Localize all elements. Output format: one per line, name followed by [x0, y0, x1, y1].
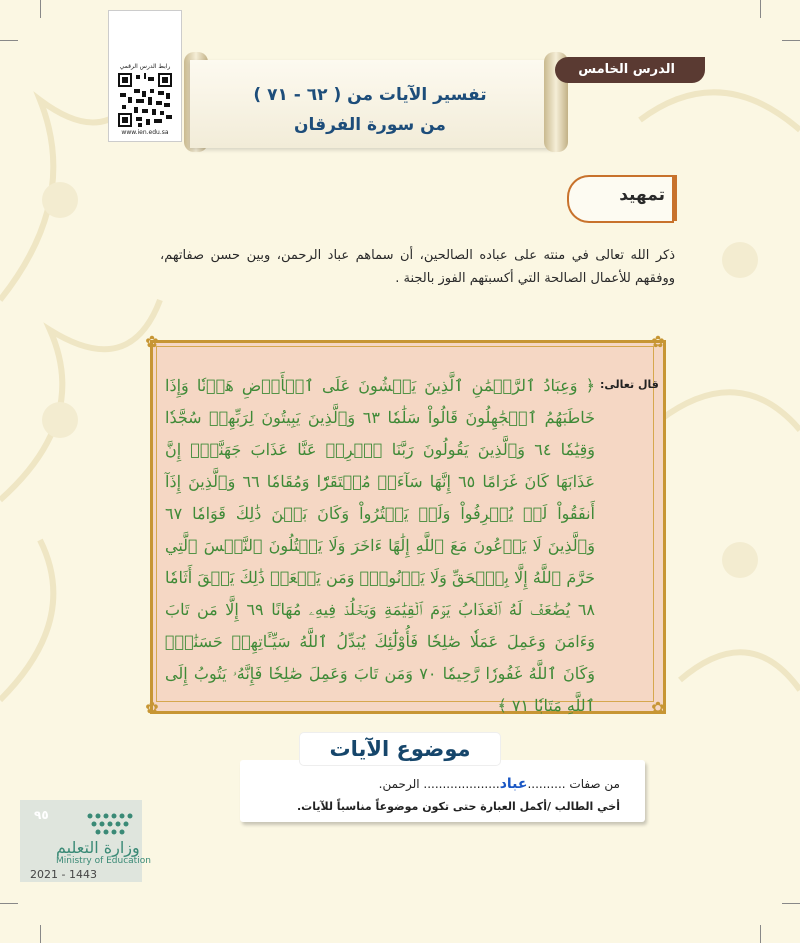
page-number: ٩٥ [34, 808, 49, 822]
qr-code-icon[interactable] [118, 73, 172, 127]
frame-corner-ornament-icon: ✿ [651, 698, 665, 717]
ministry-name-ar: وزارة التعليم [56, 838, 140, 857]
crop-mark [760, 0, 761, 18]
crop-mark [782, 40, 800, 41]
topic-fill-suffix: .................... الرحمن. [378, 777, 500, 791]
lesson-title-line1: تفسير الآيات من ( ٦٢ - ٧١ ) [253, 85, 487, 105]
quran-verses: ﴿ وَعِبَادُ ٱلرَّحۡمَٰنِ ٱلَّذِينَ يَمۡشُونَ عَلَى ٱلۡأَرۡضِ هَوۡنٗا وَإِذَا خَاطَبَهُمُ ٱلۡجَٰهِلُونَ قَالُواْ سَلَٰمٗا ٦٣ وَٱلَّذِينَ يَبِيتُونَ لِرَبِّهِمۡ سُجَّدٗا وَقِيَٰمٗا ٦٤ وَٱلَّذِينَ يَقُولُونَ رَبَّنَا ٱصۡرِفۡ عَنَّا عَذَابَ جَهَنَّمَۖ إِنَّ عَذَابَهَا كَانَ غَرَامًا ٦٥ إِنَّهَا سَآءَتۡ مُسۡتَقَرّٗا وَمُقَامٗا ٦٦ وَٱلَّذِينَ إِذَآ أَنفَقُواْ لَمۡ يُسۡرِفُواْ وَلَمۡ يَقۡتُرُواْ وَكَانَ بَيۡنَ ذَٰلِكَ قَوَامٗا ٦٧ وَٱلَّذِينَ لَا يَدۡعُونَ مَعَ ٱللَّهِ إِلَٰهًا ءَاخَرَ وَلَا يَقۡتُلُونَ ٱلنَّفۡسَ ٱلَّتِي حَرَّمَ ٱللَّهُ إِلَّا بِٱلۡحَقِّ وَلَا يَزۡنُونَۚ وَمَن يَفۡعَلۡ ذَٰلِكَ يَلۡقَ أَثَامٗا ٦٨ يُضَٰعَفۡ لَهُ ٱلۡعَذَابُ يَوۡمَ ٱلۡقِيَٰمَةِ وَيَخۡلُدۡ فِيهِۦ مُهَانًا ٦٩ إِلَّا مَن تَابَ وَءَامَنَ وَعَمِلَ عَمَلٗا صَٰلِحٗا فَأُوْلَٰٓئِكَ يُبَدِّلُ ٱللَّهُ سَيِّـَٔاتِهِمۡ حَسَنَٰتٖۗ وَكَانَ ٱللَّهُ غَفُورٗا رَّحِيمٗا ٧٠ وَمَن تَابَ وَعَمِلَ صَٰلِحٗا فَإِنَّهُۥ يَتُوبُ إِلَى ٱللَّهِ مَتَابٗا ٧١ ﴾ [165, 376, 596, 715]
qr-title: رابط الدرس الرقمي [119, 63, 171, 70]
crop-mark [760, 925, 761, 943]
verse-intro-label: قال تعالى: [600, 378, 659, 391]
topic-fill-line [250, 776, 620, 792]
intro-heading: تمهيد [619, 185, 665, 205]
topic-heading: موضوع الآيات [300, 733, 500, 765]
crop-mark [0, 40, 18, 41]
intro-paragraph: ذكر الله تعالى في منته على عباده الصالحين، أن سماهم عباد الرحمن، وبين حسن صفاتهم، ووفقهم للأعمال الصالحة التي أكسبتهم الفوز بالجنة . [160, 248, 675, 286]
crop-mark [40, 925, 41, 943]
frame-corner-ornament-icon: ✿ [145, 332, 159, 351]
intro-tab-bar [672, 175, 677, 221]
topic-answer-input[interactable]: عباد [499, 776, 528, 792]
crop-mark [0, 903, 18, 904]
crop-mark [782, 903, 800, 904]
topic-fill-prefix: من صفات .......... [527, 777, 620, 791]
frame-corner-ornament-icon: ✿ [145, 698, 159, 717]
lesson-title-line2: من سورة الفرقان [294, 115, 446, 135]
topic-instruction: أخي الطالب /أكمل العبارة حتى تكون موضوعاً مناسباً للآيات. [296, 800, 620, 813]
crop-mark [40, 0, 41, 18]
qr-card[interactable] [108, 10, 182, 142]
frame-corner-ornament-icon: ✿ [651, 332, 665, 351]
lesson-title [215, 80, 525, 140]
qr-url[interactable]: www.ien.edu.sa [121, 129, 169, 136]
ministry-name-en: Ministry of Education [56, 856, 151, 866]
lesson-number-tag: الدرس الخامس [555, 57, 705, 83]
academic-year: 2021 - 1443 [30, 868, 97, 881]
